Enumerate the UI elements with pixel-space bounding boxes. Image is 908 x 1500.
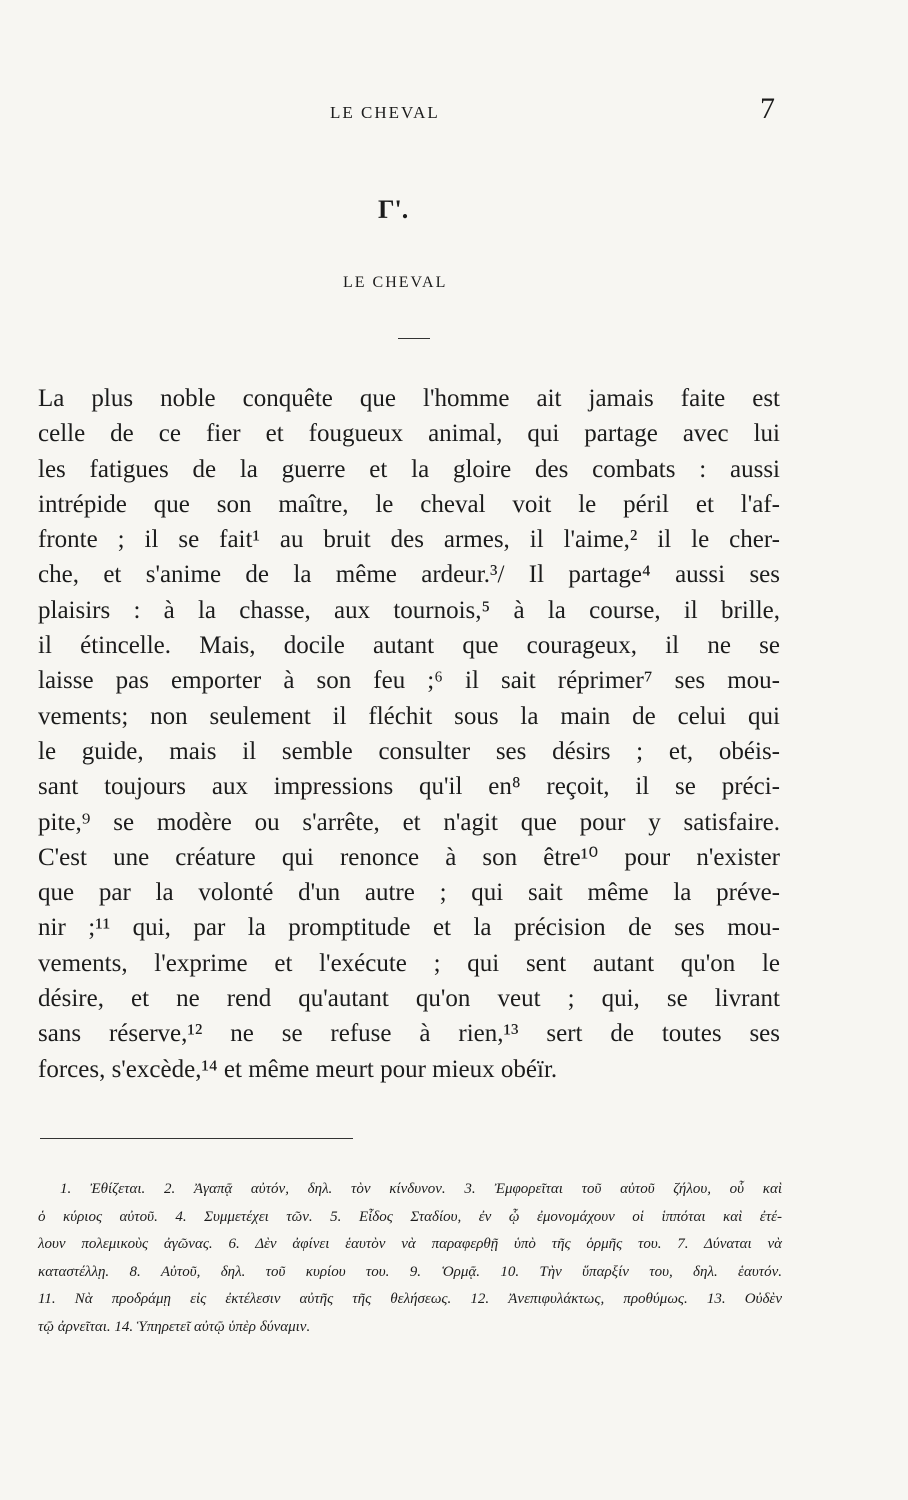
running-head: LE CHEVAL: [330, 103, 440, 122]
body-line: vements, l'exprime et l'exécute ; qui sent autant qu'on le: [38, 949, 780, 977]
body-line: le guide, mais il semble consulter ses désirs ; et, obéis-: [38, 737, 780, 765]
body-line: désire, et ne rend qu'autant qu'on veut ; qui, se livrant: [38, 985, 780, 1013]
body-line: vements; non seulement il fléchit sous la main de celui qui: [38, 702, 780, 730]
body-line: les fatigues de la guerre et la gloire des combats : aussi: [38, 455, 780, 483]
body-line: il étincelle. Mais, docile autant que courageux, il ne se: [38, 632, 780, 660]
body-line: forces, s'excède,¹⁴ et même meurt pour mieux obéïr.: [38, 1055, 558, 1083]
footnote-line: 1. Ἐθίζεται. 2. Ἀγαπᾷ αὐτόν, δηλ. τὸν κίνδυνον. 3. Ἐμφορεῖται τοῦ αὐτοῦ ζήλου, οὗ καὶ: [60, 1181, 782, 1197]
footnote-line: τῷ ἀρνεῖται. 14. Ὑπηρετεῖ αὐτῷ ὑπὲρ δύναμιν.: [38, 1318, 311, 1335]
body-line: fronte ; il se fait¹ au bruit des armes, il l'aime,² il le cher-: [38, 526, 780, 554]
body-line: intrépide que son maître, le cheval voit le péril et l'af-: [38, 490, 780, 518]
body-paragraph: [38, 381, 780, 1087]
body-line: che, et s'anime de la même ardeur.³/ Il partage⁴ aussi ses: [38, 561, 780, 589]
body-line: celle de ce fier et fougueux animal, qui partage avec lui: [38, 420, 780, 448]
footnote-line: 11. Νὰ προδράμῃ εἰς ἐκτέλεσιν αὐτῆς τῆς θελήσεως. 12. Ἀνεπιφυλάκτως, προθύμως. 13. Οὐδὲν: [38, 1291, 782, 1307]
section-title: LE CHEVAL: [343, 274, 448, 291]
body-line: que par la volonté d'un autre ; qui sait même la préve-: [38, 879, 780, 907]
body-line: C'est une créature qui renonce à son être¹⁰ pour n'exister: [38, 843, 780, 871]
title-underline: [398, 338, 430, 339]
page-number: 7: [760, 92, 775, 125]
body-line: pite,⁹ se modère ou s'arrête, et n'agit que pour y satisfaire.: [38, 808, 780, 836]
body-line: plaisirs : à la chasse, aux tournois,⁵ à la course, il brille,: [38, 596, 780, 624]
body-line: sant toujours aux impressions qu'il en⁸ reçoit, il se préci-: [38, 773, 780, 801]
body-line: laisse pas emporter à son feu ;⁶ il sait réprimer⁷ ses mou-: [38, 667, 780, 695]
footnote-divider: [40, 1138, 353, 1139]
footnote-line: ὁ κύριος αὐτοῦ. 4. Συμμετέχει τῶν. 5. Εἶδος Σταδίου, ἐν ᾧ ἐμονομάχουν οἱ ἱππόται καὶ ἐτέ-: [38, 1208, 782, 1225]
body-line: nir ;¹¹ qui, par la promptitude et la précision de ses mou-: [38, 914, 780, 942]
footnotes: [38, 1176, 782, 1341]
footnote-line: καταστέλλῃ. 8. Αὐτοῦ, δηλ. τοῦ κυρίου του. 9. Ὁρμᾷ. 10. Τὴν ὕπαρξίν του, δηλ. ἑαυτόν.: [38, 1263, 782, 1280]
footnote-line: λουν πολεμικοὺς ἀγῶνας. 6. Δὲν ἀφίνει ἑαυτὸν νὰ παραφερθῇ ὑπὸ τῆς ὁρμῆς του. 7. Δύναται νὰ: [38, 1236, 782, 1252]
body-line: sans réserve,¹² ne se refuse à rien,¹³ sert de toutes ses: [38, 1020, 780, 1048]
body-line: La plus noble conquête que l'homme ait jamais faite est: [38, 385, 780, 412]
section-number: Γ'.: [378, 195, 409, 224]
